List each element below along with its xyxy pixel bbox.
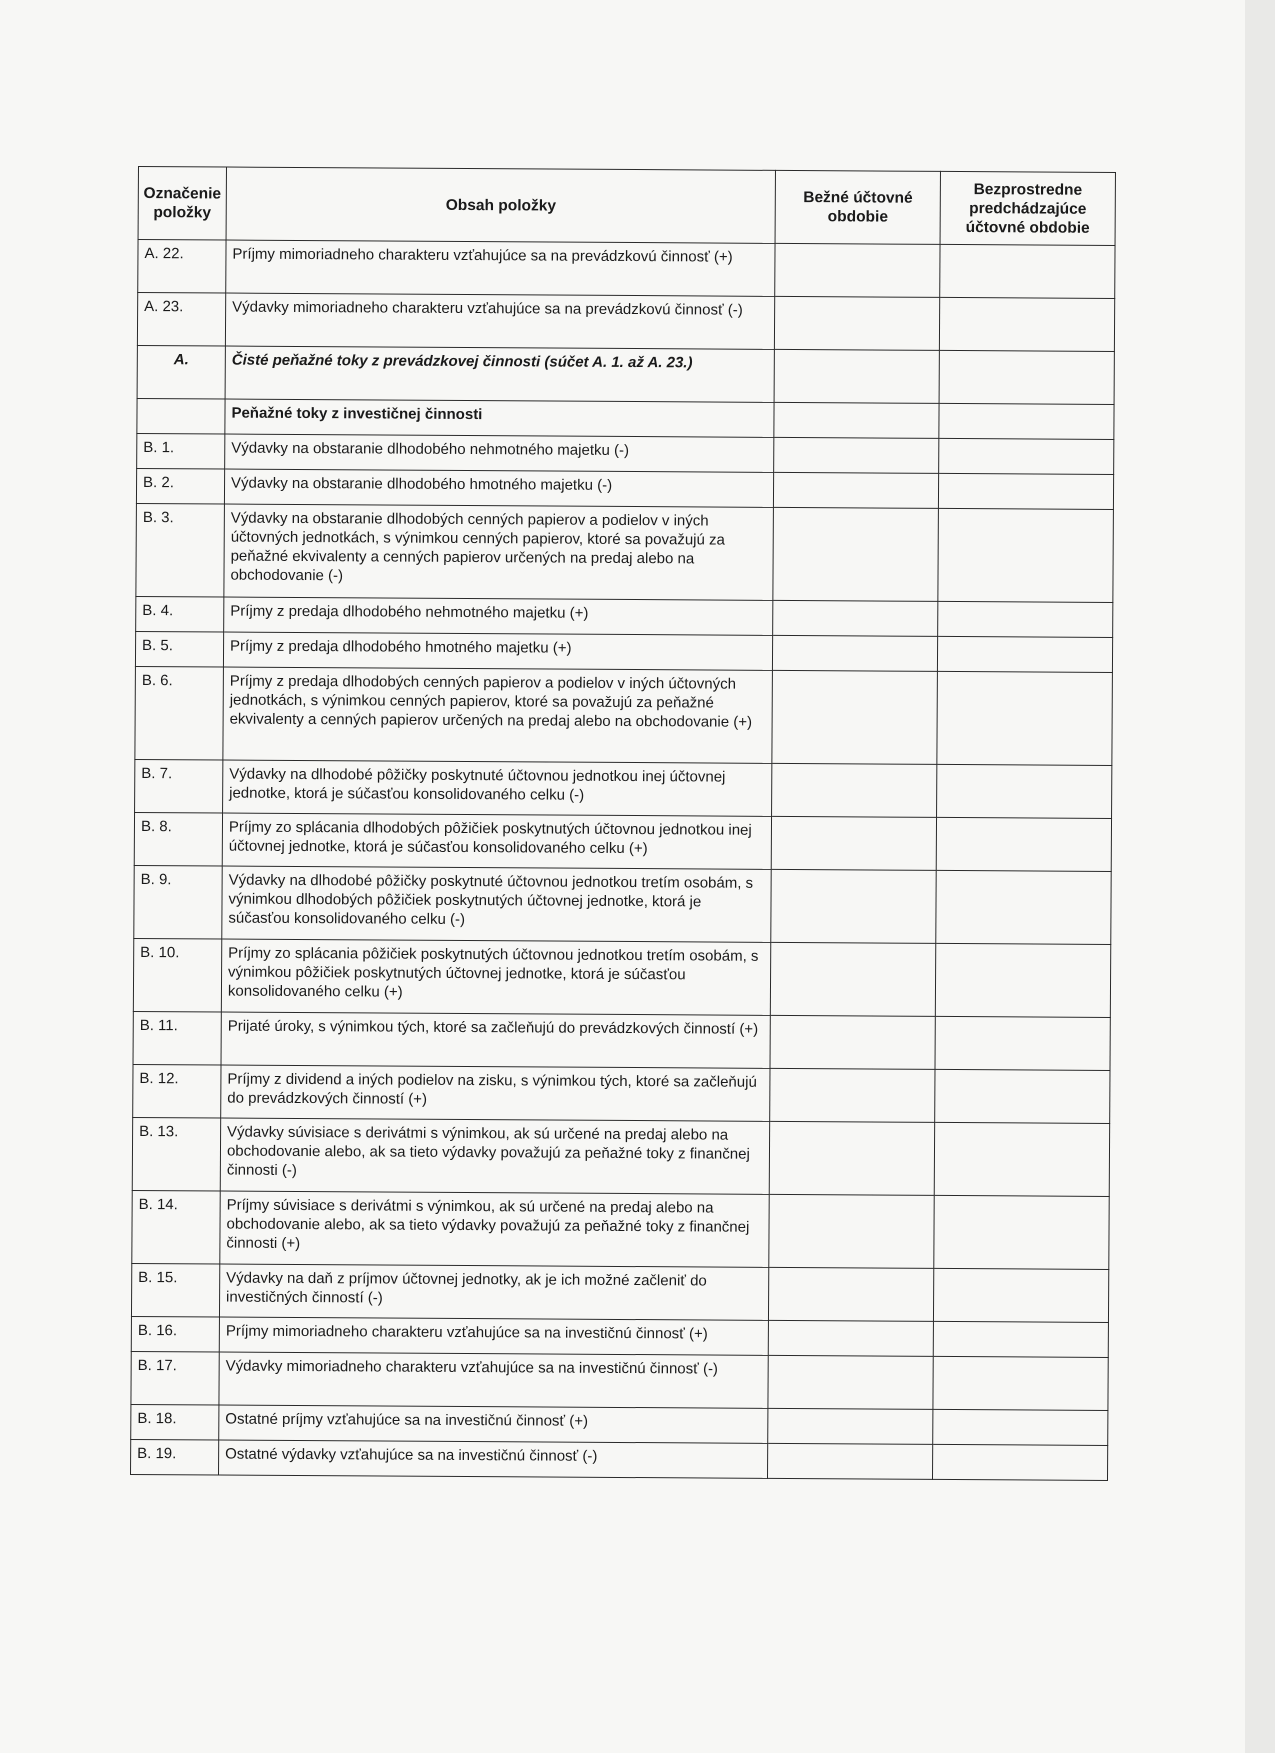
row-code: B. 5. <box>135 631 223 667</box>
table-row <box>136 503 1114 602</box>
row-code: B. 1. <box>137 433 225 469</box>
row-code: A. 23. <box>137 293 225 347</box>
current-value-cell <box>768 1408 933 1444</box>
row-text: Príjmy zo splácania dlhodobých pôžičiek poskytnutých účtovnou jednotkou inej účtovnej jednotke, ktorá je súčasťou konsolidovaného celku (+) <box>222 813 772 869</box>
row-text: Príjmy zo splácania pôžičiek poskytnutých účtovnou jednotkou tretím osobám, s výnimkou pôžičiek poskytnutých účtovnej jednotke, ktorá je súčasťou konsolidovaného celku (+) <box>221 939 771 1015</box>
page-edge <box>1245 0 1275 1753</box>
table-row <box>131 1351 1108 1410</box>
table-row <box>137 293 1114 352</box>
row-code: B. 13. <box>132 1117 220 1191</box>
table-row-section <box>137 398 1114 439</box>
table-row <box>135 666 1113 765</box>
previous-value-cell <box>934 1122 1109 1196</box>
row-code: B. 10. <box>133 938 221 1012</box>
row-text: Čisté peňažné toky z prevádzkovej činnosti (súčet A. 1. až A. 23.) <box>225 346 775 402</box>
row-code: B. 3. <box>136 503 225 597</box>
row-code: B. 17. <box>131 1351 219 1405</box>
table-row <box>133 938 1110 1017</box>
previous-value-cell <box>935 1016 1110 1070</box>
header-current-period: Bežné účtovné obdobie <box>775 170 940 244</box>
current-value-cell <box>770 1068 935 1122</box>
previous-value-cell <box>938 508 1114 602</box>
row-text: Príjmy z predaja dlhodobého nehmotného majetku (+) <box>224 597 773 635</box>
current-value-cell <box>773 507 938 601</box>
current-value-cell <box>774 349 939 403</box>
row-code: B. 11. <box>133 1011 221 1065</box>
row-text: Príjmy mimoriadneho charakteru vzťahujúce sa na prevádzkovú činnosť (+) <box>226 240 776 296</box>
table-row <box>134 812 1111 871</box>
row-code <box>137 398 225 434</box>
current-value-cell <box>771 869 936 943</box>
header-content: Obsah položky <box>226 167 776 243</box>
previous-value-cell <box>939 350 1114 404</box>
previous-value-cell <box>938 473 1113 509</box>
row-text: Výdavky súvisiace s derivátmi s výnimkou, ak sú určené na predaj alebo na obchodovanie alebo, ak sa tieto výdavky považujú za peňažné toky z finančnej činnosti (-) <box>220 1118 770 1194</box>
current-value-cell <box>768 1320 933 1356</box>
row-code: B. 15. <box>131 1263 219 1317</box>
row-text: Ostatné príjmy vzťahujúce sa na investičnú činnosť (+) <box>219 1405 768 1443</box>
current-value-cell <box>770 1015 935 1069</box>
row-code: B. 12. <box>133 1064 221 1118</box>
table-row <box>133 1064 1110 1123</box>
previous-value-cell <box>940 244 1115 298</box>
table-row <box>135 631 1112 672</box>
row-code: B. 7. <box>135 759 223 813</box>
row-code: B. 14. <box>132 1190 220 1264</box>
row-text: Príjmy súvisiace s derivátmi s výnimkou, ak sú určené na predaj alebo na obchodovanie alebo, ak sa tieto výdavky považujú za peňažné toky z finančnej činnosti (+) <box>220 1191 770 1267</box>
table-row <box>132 1190 1109 1269</box>
current-value-cell <box>774 437 939 473</box>
current-value-cell <box>772 670 937 764</box>
row-text: Výdavky mimoriadneho charakteru vzťahujúce sa na investičnú činnosť (-) <box>219 1352 769 1408</box>
previous-value-cell <box>933 1321 1108 1357</box>
current-value-cell <box>771 816 936 870</box>
table-row <box>133 1011 1110 1070</box>
row-code: A. 22. <box>138 240 226 294</box>
table-row <box>138 240 1115 299</box>
row-code: B. 16. <box>131 1316 219 1352</box>
row-text: Príjmy z predaja dlhodobých cenných papierov a podielov v iných účtovných jednotkách, s výnimkou cenných papierov, ktoré sa považujú za peňažné ekvivalenty a cenných papierov určených na predaj alebo na obchodovanie (+) <box>223 667 773 763</box>
row-code: B. 6. <box>135 666 224 760</box>
table-row <box>137 433 1114 474</box>
current-value-cell <box>772 763 937 817</box>
current-value-cell <box>774 472 939 508</box>
row-text: Výdavky mimoriadneho charakteru vzťahujúce sa na prevádzkovú činnosť (-) <box>225 293 775 349</box>
previous-value-cell <box>937 636 1112 672</box>
previous-value-cell <box>935 943 1110 1017</box>
header-previous-period: Bezprostredne predchádzajúce účtovné obdobie <box>940 171 1115 245</box>
table-row <box>136 596 1113 637</box>
previous-value-cell <box>939 403 1114 439</box>
previous-value-cell <box>935 1069 1110 1123</box>
table-row <box>135 759 1112 818</box>
current-value-cell <box>768 1443 933 1479</box>
previous-value-cell <box>933 1356 1108 1410</box>
row-code: B. 2. <box>136 468 224 504</box>
row-text: Ostatné výdavky vzťahujúce sa na investičnú činnosť (-) <box>218 1440 767 1478</box>
table-row <box>132 1117 1109 1196</box>
previous-value-cell <box>936 870 1111 944</box>
table-row <box>131 1439 1108 1480</box>
row-text: Príjmy z predaja dlhodobého hmotného majetku (+) <box>223 632 772 670</box>
row-code: A. <box>137 345 225 399</box>
row-text: Výdavky na obstaranie dlhodobého hmotného majetku (-) <box>224 469 773 507</box>
previous-value-cell <box>937 764 1112 818</box>
current-value-cell <box>775 296 940 350</box>
table-row-subtotal <box>137 345 1114 404</box>
previous-value-cell <box>934 1268 1109 1322</box>
previous-value-cell <box>938 601 1113 637</box>
previous-value-cell <box>934 1195 1109 1269</box>
table-row <box>134 865 1111 944</box>
row-text: Výdavky na obstaranie dlhodobých cenných papierov a podielov v iných účtovných jednotkách, s výnimkou cenných papierov, ktoré sa považujú za peňažné ekvivalenty a cenných papierov určených na predaj alebo na obchodovanie (-) <box>224 504 774 600</box>
row-text: Výdavky na daň z príjmov účtovnej jednotky, ak je ich možné začleniť do investičných činností (-) <box>219 1264 769 1320</box>
current-value-cell <box>769 1121 934 1195</box>
current-value-cell <box>773 600 938 636</box>
section-title: Peňažné toky z investičnej činnosti <box>225 399 774 437</box>
row-code: B. 9. <box>134 865 222 939</box>
current-value-cell <box>769 1267 934 1321</box>
header-code: Označenie položky <box>138 167 226 241</box>
previous-value-cell <box>939 297 1114 351</box>
current-value-cell <box>771 942 936 1016</box>
current-value-cell <box>769 1194 934 1268</box>
previous-value-cell <box>933 1409 1108 1445</box>
previous-value-cell <box>939 438 1114 474</box>
row-code: B. 18. <box>131 1404 219 1440</box>
current-value-cell <box>768 1355 933 1409</box>
current-value-cell <box>775 243 940 297</box>
row-text: Príjmy mimoriadneho charakteru vzťahujúce sa na investičnú činnosť (+) <box>219 1317 768 1355</box>
current-value-cell <box>774 402 939 438</box>
table-row <box>136 468 1113 509</box>
previous-value-cell <box>933 1444 1108 1480</box>
table-header-row <box>138 167 1115 246</box>
row-text: Príjmy z dividend a iných podielov na zisku, s výnimkou tých, ktoré sa začleňujú do prevádzkových činností (+) <box>221 1065 771 1121</box>
previous-value-cell <box>937 671 1113 765</box>
row-code: B. 4. <box>136 596 224 632</box>
table-row <box>131 1404 1108 1445</box>
current-value-cell <box>773 635 938 671</box>
row-text: Výdavky na dlhodobé pôžičky poskytnuté účtovnou jednotkou inej účtovnej jednotke, ktorá je súčasťou konsolidovaného celku (-) <box>223 760 773 816</box>
row-code: B. 19. <box>131 1439 219 1475</box>
table-row <box>131 1316 1108 1357</box>
table-row <box>131 1263 1108 1322</box>
previous-value-cell <box>936 817 1111 871</box>
row-text: Prijaté úroky, s výnimkou tých, ktoré sa začleňujú do prevádzkových činností (+) <box>221 1012 771 1068</box>
row-text: Výdavky na dlhodobé pôžičky poskytnuté účtovnou jednotkou tretím osobám, s výnimkou dlhodobých pôžičiek poskytnutých účtovnej jednotke, ktorá je súčasťou konsolidovaného celku (-) <box>222 866 772 942</box>
row-code: B. 8. <box>134 812 222 866</box>
cash-flow-table <box>130 166 1116 1481</box>
row-text: Výdavky na obstaranie dlhodobého nehmotného majetku (-) <box>225 434 774 472</box>
